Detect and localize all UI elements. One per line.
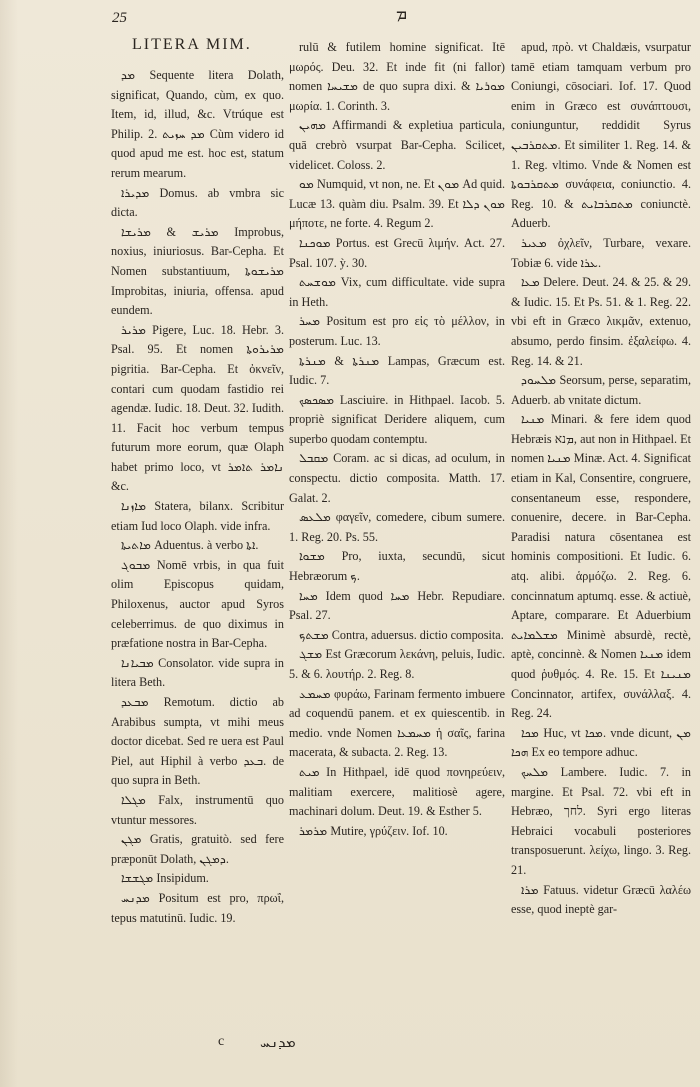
head-letter-glyph: ܡ — [396, 4, 408, 24]
entry-paragraph: ܡܗܝܢ Affirmandi & expletiua particula, quā crebrò vsurpat Bar-Cepha. Scilicet, videlicet. Coloss. 2. — [289, 118, 505, 172]
column-left — [111, 66, 284, 928]
entry-paragraph: ܡܕܢܚ Positum est pro, πρωΐ, tepus matutinū. Iudic. 19. — [111, 890, 284, 925]
entry-paragraph: ܡܚܪ Positum est pro εἰς τὸ μέλλον, in posterum. Luc. 13. — [289, 314, 505, 348]
entry-paragraph: ܡܘܟܢܐ Portus. est Grecū λιμήν. Act. 27. Psal. 107. ỳ. 30. — [289, 235, 505, 270]
entry-paragraph: ܡܚܡܥ φυράω, Farinam fermento imbuere ad coquendū panem. et ex quiescentib. in medio. vnde Nomen ܡܚܡܥܐ ἡ σαῖς, farina macerata, & subacta. 2. Reg. 13. — [289, 686, 505, 760]
entry-paragraph: ܡܒܝܐܢܐ Consolator. vide supra in litera Beth. — [111, 655, 284, 690]
entry-paragraph: ܡܝܬ In Hithpael, idē quod πονηρεύειν, malitiam exercere, malitiosè agere, machinari dolum. Deut. 19. & Esther 5. — [289, 764, 505, 819]
entry-paragraph: ܡܕ Sequente litera Dolath, significat, Quando, cùm, ex quo. Item, id, illud, &c. Vtrúque est Philip. 2. ܡܕ ܚܙܝܬ Cùm videro id quod apud me est. hoc est, statum rerum mearum. — [111, 68, 284, 180]
signature-mark: c — [218, 1034, 225, 1049]
entry-paragraph: ܡܪܡܪ Mutire, γρύζειν. Iof. 10. — [299, 823, 448, 838]
entry-paragraph: apud, πρὸ. vt Chaldæis, vsurpatur tamē etiam tamquam verbum pro Coniungi, cōsociari. Iof. 17. Quod enim in Græco est συνάπτουσι, coniunguntur, reddidit Syrus ܡܬܩܪܒܝܢ. Et similiter 1. Reg. 14. & 1. Reg. vltimo. Vnde & Nomen est ܡܬܩܪܒܘܬܐ συνάφεια, coniunctio. 4. Reg. 10. & ܡܬܩܪܒܐܝܬ coniunctè. Aduerb. — [511, 40, 691, 231]
running-head: LITERA MIM. — [132, 36, 252, 53]
entry-paragraph: ܡܫܘܐ Pro, iuxta, secundū, sicut Hebræorum ܟ. — [289, 549, 505, 584]
entry-paragraph: ܡܚܐ Idem quod ܡܚܐ Hebr. Repudiare. Psal. 27. — [289, 588, 505, 623]
entry-paragraph: ܡܠܚܘܕ Seorsum, perse, separatim, Aduerb. ab vnitate dictum. — [511, 373, 691, 407]
entry-paragraph: ܡܪܐ Fatuus. videtur Græcū λαλέω esse, quod ineptè gar- — [511, 882, 691, 917]
entry-paragraph: ܡܐܬܝܬܐ Aduentus. à verbo ܐܬܐ. — [121, 538, 259, 553]
entry-paragraph: ܡܣܟܣܟ Lasciuire. in Hithpael. Iacob. 5. propriè significat Deridere aliquem, cum superbo quodam contemptu. — [289, 392, 505, 446]
entry-paragraph: ܡܢܪܬܐ & ܡܢܪܬܐ Lampas, Græcum est. Iudic. 7. — [289, 353, 505, 388]
column-right — [511, 38, 691, 920]
entry-paragraph: ܡܠܥܣ φαγεῖν, comedere, cibum sumere. 1. Reg. 20. Ps. 55. — [289, 510, 505, 544]
entry-paragraph: ܡܫܓ Est Græcorum λεκάνη, peluis, Iudic. 5. & 6. λουτήρ. 2. Reg. 8. — [289, 647, 505, 681]
entry-paragraph: rulū & futilem homine significat. Itē μωρός. Deu. 32. Et inde fit (ni fallor) nomen ܡܫܝܚܐ de quo supra dixi. & ܡܘܪܝܐ μωρία. 1. Corinth. 3. — [289, 40, 506, 113]
entry-paragraph: ܡܕܝܪܐ Domus. ab vmbra sic dicta. — [111, 185, 284, 220]
entry-paragraph: ܡܩܒܠ Coram. ac si dicas, ad oculum, in conspectu. dictio composita. Matth. 17. Galat. 2. — [289, 451, 505, 505]
folio-number: 25 — [112, 10, 127, 26]
entry-paragraph: ܡܪܝܫ & ܡܪܝܫܐ Improbus, noxius, iniuriosus. Bar-Cepha. Et Nomen substantiuum, ܡܪܝܫܘܬܐ Improbitas, iniuria, offensa. apud eundem. — [111, 224, 284, 318]
entry-paragraph: ܡܓܠܐ Falx, instrumentū quo vtuntur messores. — [111, 792, 284, 827]
entry-paragraph: ܡܫܬܟ Contra, aduersus. dictio composita. — [299, 627, 504, 642]
entry-paragraph: ܡܘܫܚܬ Vix, cum difficultate. vide supra in Heth. — [289, 275, 505, 309]
column-middle — [289, 38, 505, 841]
entry-paragraph: ܡܥܝܪ ὀχλεῖν, Turbare, vexare. Tobiæ 6. vide ܥܪܐ. — [511, 235, 691, 270]
entry-paragraph: ܡܥܐ Delere. Deut. 24. & 25. & 29. & Iudic. 15. Et Ps. 51. & 1. Reg. 22. vbi eft in Græco λικμᾶν, extenuo, absumo, perdo finsim. ἐξαλείφω. 4. Reg. 14. & 21. — [511, 275, 691, 368]
entry-paragraph: ܡܠܚܟ Lambere. Iudic. 7. in margine. Et Psal. 72. vbi eft in Hebræo, לחך. Syri ergo literas Hebraici vocabuli posteriores transposuerunt. λείχω, lingo. 3. Reg. 21. — [511, 764, 691, 877]
catchword: ܡܕܢܚ — [260, 1033, 296, 1051]
entry-paragraph: ܡܪܝܪ Pigere, Luc. 18. Hebr. 3. Psal. 95. Et nomen ܡܪܝܪܘܬܐ pigritia. Bar-Cepha. Et ὀκνεῖν, contari cum quodam fastidio rei agendæ. Iudic. 18. Deut. 32. Iudith. 11. Facit hoc verbum tempus futurum more eorum, quæ Olaph habet primo loco, vt ܢܐܡܪ ܬܐܡܪ &c. — [111, 322, 284, 494]
entry-paragraph: ܡܓܫܫܐ Insipidum. — [121, 871, 209, 886]
entry-paragraph: ܡܢܝܐ Minari. & fere idem quod Hebræis ܡנא, aut non in Hithpael. Et nomen ܡܢܝܐ Minæ. Act. 4. Significat etiam in Kal, Consentire, congruere, consentaneum esse, respondere, conuenire, decere. in Bar-Cepha. Paradisi natura cōsentanea est hominis compositioni. Et Iudic. 6. atq. alibi. ἁρμόζω. 2. Reg. 6. concinnatum aptumq. esse. & actiuè, Aptare, comparare. Et Aduerbium ܡܫܠܡܐܝܬ Minimè absurdè, rectè, aptè, concinnè. & Nomen ܡܢܝܐ idem quod ῥυθμός. 4. Re. 15. Et ܡܢܝܢܐ Concinnator, artifex, συνάλλαξ. 4. Reg. 24. — [511, 412, 691, 721]
entry-paragraph: ܡܘ Numquid, vt non, ne. Et ܡܘܢ Ad quid. Lucæ 13. quàm diu. Psalm. 39. Et ܡܘܢ ܕܠܐ μήποτε, ne forte. 4. Regum 2. — [289, 177, 506, 231]
entry-paragraph: ܡܐܙܢܐ Statera, bilanx. Scribitur etiam Iud loco Olaph. vide infra. — [111, 499, 284, 533]
entry-paragraph: ܡܒܥܕ Remotum. dictio ab Arabibus sumpta, vt mihi meus doctor dicebat. Sed re uera est Paul Piel, aut Hiphil à verbo ܒܥܕ. de quo supra in Beth. — [111, 695, 284, 788]
entry-paragraph: ܡܓܢ Gratis, gratuitò. sed fere præponūt Dolath, ܕܡܓܢ. — [111, 832, 284, 866]
entry-paragraph: ܡܒܘܓ Nomē vrbis, in qua fuit olim Episcopus quidam, Philoxenus, auctor apud Syros celeberrimus. de quo diximus in præfatione nostra in Bar-Cepha. — [111, 557, 284, 651]
entry-paragraph: ܡܟܐ Huc, vt ܡܟܐ. vnde dicunt, ܡܢ ܗܟܐ Ex eo tempore adhuc. — [511, 725, 691, 760]
